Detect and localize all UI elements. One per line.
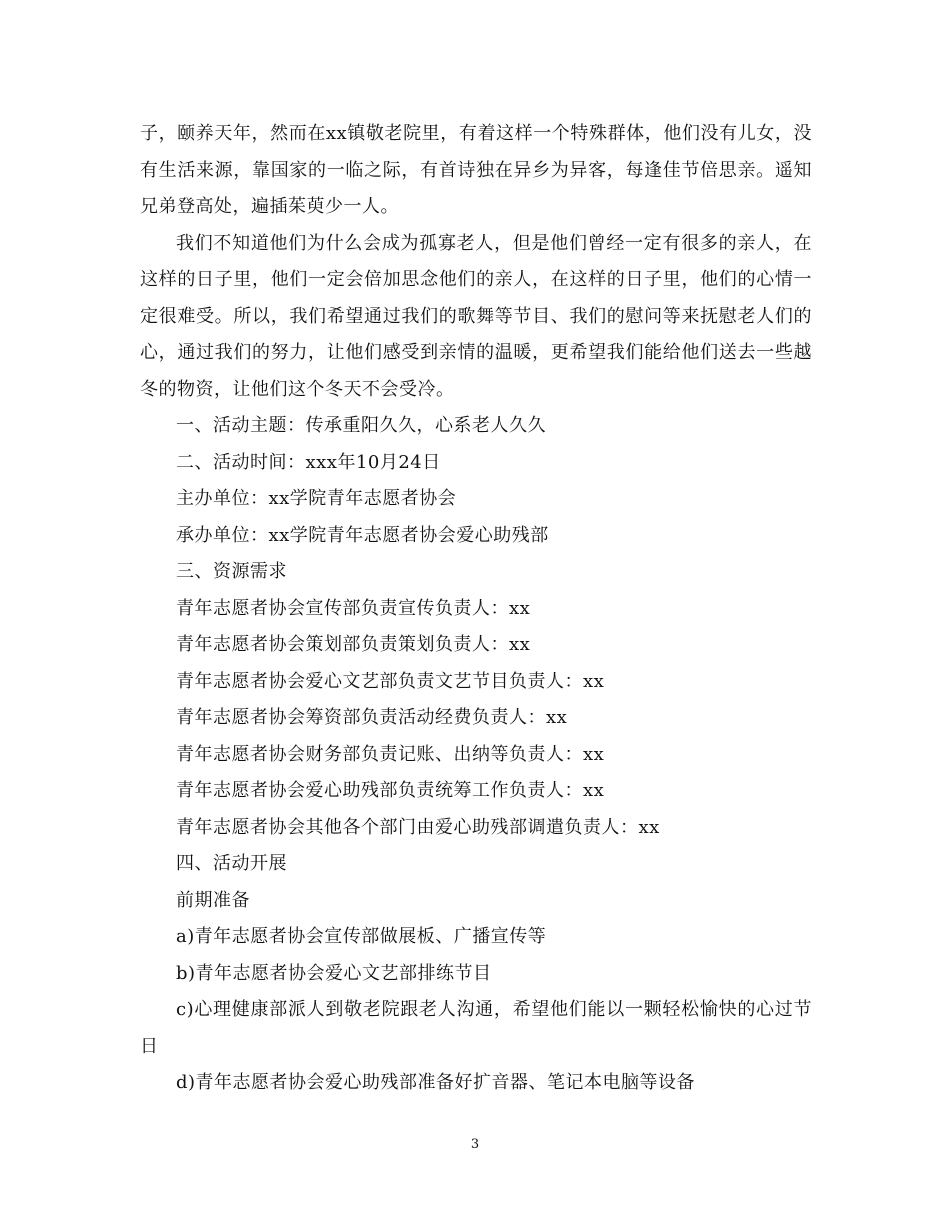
responsibility-arts: 青年志愿者协会爱心文艺部负责文艺节目负责人：xx — [176, 670, 605, 692]
document-body — [140, 116, 812, 1102]
responsibility-other-departments: 青年志愿者协会其他各个部门由爱心助残部调遣负责人：xx — [176, 816, 660, 838]
section-activity-execution: 四、活动开展 — [176, 853, 287, 874]
organizer-line: 主办单位：xx学院青年志愿者协会 — [176, 488, 457, 509]
responsibility-finance: 青年志愿者协会财务部负责记账、出纳等负责人：xx — [176, 743, 605, 765]
subsection-preparation: 前期准备 — [176, 889, 250, 911]
list-item-a: a)青年志愿者协会宣传部做展板、广播宣传等 — [176, 926, 547, 947]
responsibility-coordination: 青年志愿者协会爱心助残部负责统筹工作负责人：xx — [176, 780, 605, 801]
section-resource-needs: 三、资源需求 — [176, 561, 287, 582]
co-organizer-line: 承办单位：xx学院青年志愿者协会爱心助残部 — [176, 524, 549, 546]
list-item-c: c)心理健康部派人到敬老院跟老人沟通，希望他们能以一颗轻松愉快的心过节日 — [140, 999, 812, 1057]
responsibility-publicity: 青年志愿者协会宣传部负责宣传负责人：xx — [176, 597, 531, 619]
responsibility-fundraising: 青年志愿者协会筹资部负责活动经费负责人：xx — [176, 707, 568, 728]
paragraph-continuation: 子，颐养天年，然而在xx镇敬老院里，有着这样一个特殊群体，他们没有儿女，没有生活来源，靠国家的一临之际，有首诗独在异乡为异客，每逢佳节倍思亲。遥知兄弟登高处，遍插茱萸少一人。 — [140, 123, 812, 217]
list-item-d: d)青年志愿者协会爱心助残部准备好扩音器、笔记本电脑等设备 — [176, 1072, 696, 1093]
section-activity-theme: 一、活动主题：传承重阳久久，心系老人久久 — [176, 415, 546, 436]
page-number: 3 — [470, 1137, 480, 1152]
paragraph-elderly-description: 我们不知道他们为什么会成为孤寡老人，但是他们曾经一定有很多的亲人，在这样的日子里，他们一定会倍加思念他们的亲人，在这样的日子里，他们的心情一定很难受。所以，我们希望通过我们的歌舞等节目、我们的慰问等来抚慰老人们的心，通过我们的努力，让他们感受到亲情的温暖，更希望我们能给他们送去一些越冬的物资，让他们这个冬天不会受冷。 — [140, 232, 812, 400]
responsibility-planning: 青年志愿者协会策划部负责策划负责人：xx — [176, 634, 531, 655]
section-activity-time: 二、活动时间：xxx年10月24日 — [176, 451, 441, 473]
list-item-b: b)青年志愿者协会爱心文艺部排练节目 — [176, 962, 492, 984]
